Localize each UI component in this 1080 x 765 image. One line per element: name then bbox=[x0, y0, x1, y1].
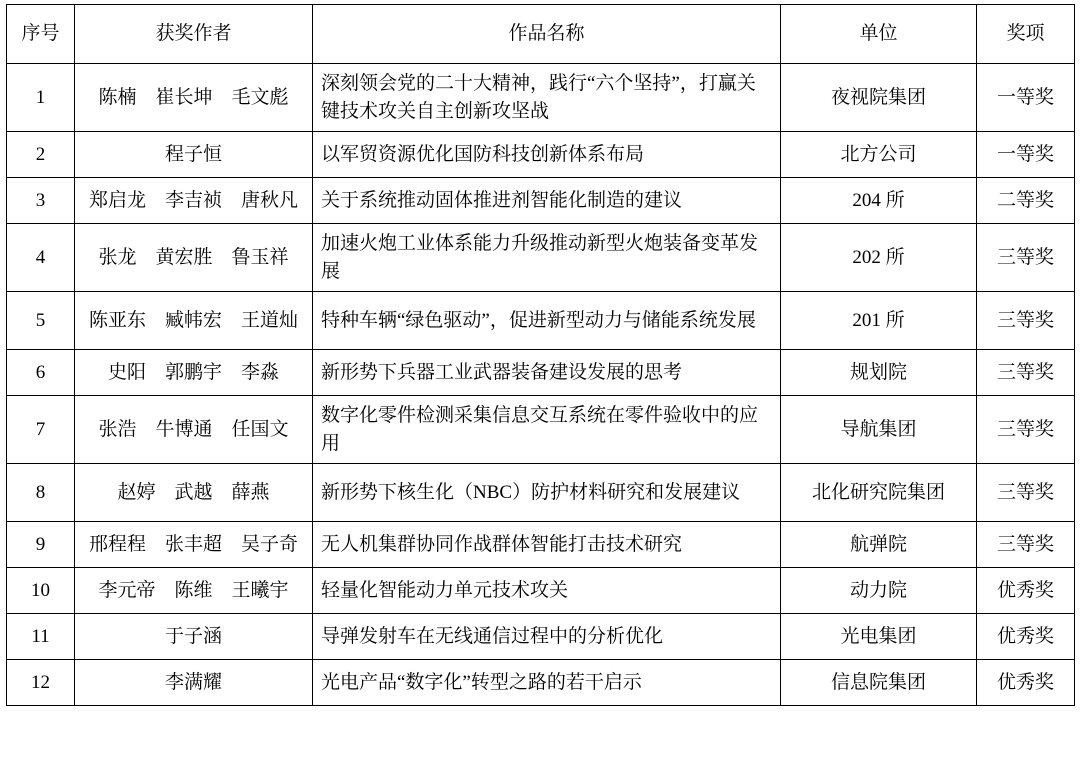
cell-title: 加速火炮工业体系能力升级推动新型火炮装备变革发展 bbox=[313, 224, 781, 292]
table-row bbox=[7, 396, 1075, 464]
cell-author: 李满耀 bbox=[75, 660, 313, 706]
cell-no: 9 bbox=[7, 522, 75, 568]
table-row bbox=[7, 464, 1075, 522]
cell-title: 无人机集群协同作战群体智能打击技术研究 bbox=[313, 522, 781, 568]
column-header-no: 序号 bbox=[7, 5, 75, 64]
cell-no: 4 bbox=[7, 224, 75, 292]
cell-no: 2 bbox=[7, 132, 75, 178]
column-header-title: 作品名称 bbox=[313, 5, 781, 64]
cell-title: 导弹发射车在无线通信过程中的分析优化 bbox=[313, 614, 781, 660]
cell-no: 11 bbox=[7, 614, 75, 660]
table-row bbox=[7, 292, 1075, 350]
cell-no: 1 bbox=[7, 64, 75, 132]
cell-no: 6 bbox=[7, 350, 75, 396]
cell-unit: 204 所 bbox=[781, 178, 977, 224]
cell-no: 8 bbox=[7, 464, 75, 522]
cell-unit: 北化研究院集团 bbox=[781, 464, 977, 522]
table-row bbox=[7, 350, 1075, 396]
cell-award: 三等奖 bbox=[977, 292, 1075, 350]
cell-award: 三等奖 bbox=[977, 464, 1075, 522]
cell-title: 特种车辆“绿色驱动”，促进新型动力与储能系统发展 bbox=[313, 292, 781, 350]
table-row bbox=[7, 660, 1075, 706]
table-body bbox=[7, 64, 1075, 706]
cell-unit: 动力院 bbox=[781, 568, 977, 614]
cell-award: 优秀奖 bbox=[977, 568, 1075, 614]
cell-award: 三等奖 bbox=[977, 350, 1075, 396]
column-header-award: 奖项 bbox=[977, 5, 1075, 64]
cell-unit: 航弹院 bbox=[781, 522, 977, 568]
cell-no: 5 bbox=[7, 292, 75, 350]
table-row bbox=[7, 64, 1075, 132]
cell-author: 李元帝 陈维 王曦宇 bbox=[75, 568, 313, 614]
cell-author: 邢程程 张丰超 吴子奇 bbox=[75, 522, 313, 568]
cell-unit: 光电集团 bbox=[781, 614, 977, 660]
cell-unit: 201 所 bbox=[781, 292, 977, 350]
column-header-author: 获奖作者 bbox=[75, 5, 313, 64]
cell-unit: 规划院 bbox=[781, 350, 977, 396]
cell-author: 张浩 牛博通 任国文 bbox=[75, 396, 313, 464]
table-row bbox=[7, 132, 1075, 178]
award-list-table bbox=[6, 4, 1075, 706]
table-row bbox=[7, 614, 1075, 660]
cell-title: 光电产品“数字化”转型之路的若干启示 bbox=[313, 660, 781, 706]
cell-title: 关于系统推动固体推进剂智能化制造的建议 bbox=[313, 178, 781, 224]
cell-unit: 北方公司 bbox=[781, 132, 977, 178]
cell-no: 10 bbox=[7, 568, 75, 614]
cell-award: 三等奖 bbox=[977, 396, 1075, 464]
cell-no: 7 bbox=[7, 396, 75, 464]
cell-unit: 导航集团 bbox=[781, 396, 977, 464]
cell-unit: 202 所 bbox=[781, 224, 977, 292]
cell-title: 轻量化智能动力单元技术攻关 bbox=[313, 568, 781, 614]
cell-title: 数字化零件检测采集信息交互系统在零件验收中的应用 bbox=[313, 396, 781, 464]
cell-unit: 信息院集团 bbox=[781, 660, 977, 706]
cell-title: 以军贸资源优化国防科技创新体系布局 bbox=[313, 132, 781, 178]
table-row bbox=[7, 522, 1075, 568]
cell-title: 新形势下兵器工业武器装备建设发展的思考 bbox=[313, 350, 781, 396]
cell-award: 三等奖 bbox=[977, 522, 1075, 568]
cell-author: 于子涵 bbox=[75, 614, 313, 660]
cell-title: 深刻领会党的二十大精神，践行“六个坚持”，打赢关键技术攻关自主创新攻坚战 bbox=[313, 64, 781, 132]
cell-author: 程子恒 bbox=[75, 132, 313, 178]
cell-author: 陈楠 崔长坤 毛文彪 bbox=[75, 64, 313, 132]
cell-no: 12 bbox=[7, 660, 75, 706]
cell-award: 一等奖 bbox=[977, 132, 1075, 178]
cell-author: 郑启龙 李吉祯 唐秋凡 bbox=[75, 178, 313, 224]
cell-award: 优秀奖 bbox=[977, 614, 1075, 660]
cell-award: 三等奖 bbox=[977, 224, 1075, 292]
cell-author: 赵婷 武越 薛燕 bbox=[75, 464, 313, 522]
table-row bbox=[7, 178, 1075, 224]
table-header bbox=[7, 5, 1075, 64]
cell-author: 史阳 郭鹏宇 李淼 bbox=[75, 350, 313, 396]
cell-award: 一等奖 bbox=[977, 64, 1075, 132]
table-row bbox=[7, 224, 1075, 292]
table-header-row bbox=[7, 5, 1075, 64]
table-row bbox=[7, 568, 1075, 614]
cell-author: 张龙 黄宏胜 鲁玉祥 bbox=[75, 224, 313, 292]
cell-title: 新形势下核生化（NBC）防护材料研究和发展建议 bbox=[313, 464, 781, 522]
cell-unit: 夜视院集团 bbox=[781, 64, 977, 132]
cell-no: 3 bbox=[7, 178, 75, 224]
cell-award: 二等奖 bbox=[977, 178, 1075, 224]
column-header-unit: 单位 bbox=[781, 5, 977, 64]
cell-author: 陈亚东 臧帏宏 王道灿 bbox=[75, 292, 313, 350]
cell-award: 优秀奖 bbox=[977, 660, 1075, 706]
